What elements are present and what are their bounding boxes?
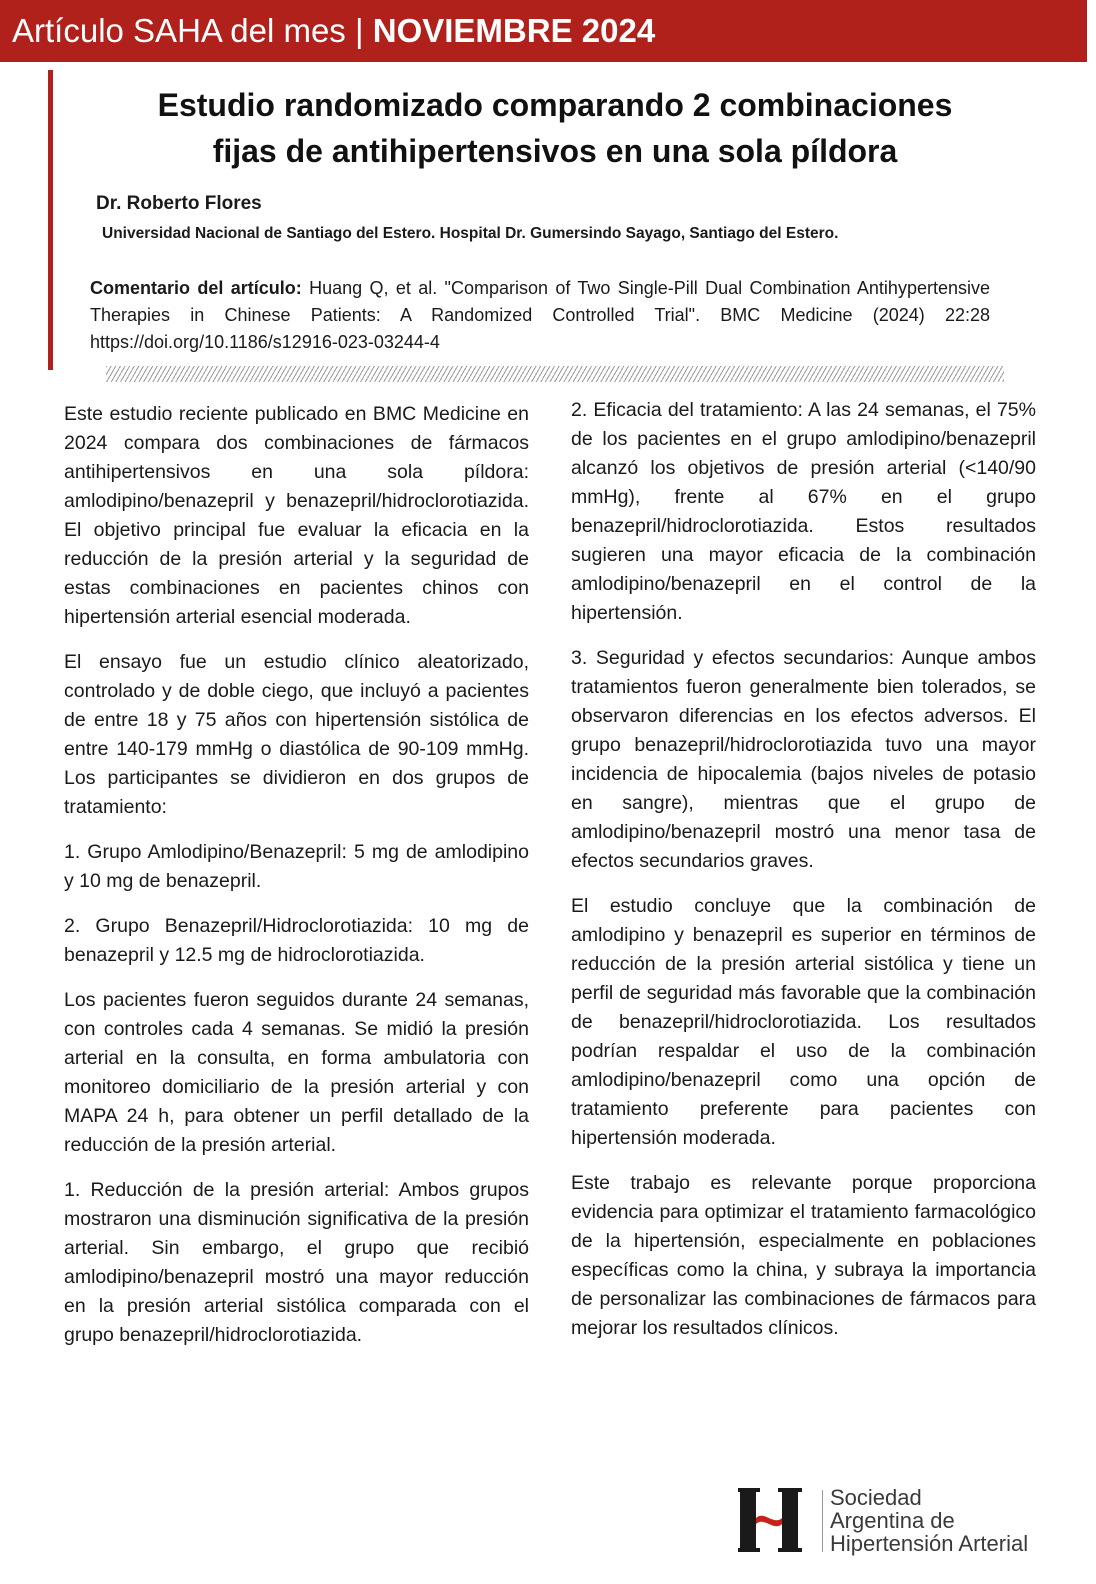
header-banner xyxy=(0,0,1087,62)
logo-line-1: Sociedad xyxy=(830,1485,922,1510)
paragraph: Los pacientes fueron seguidos durante 24 semanas, con controles cada 4 semanas. Se midió la presión arterial en la consulta, en forma ambulatoria con monitoreo domiciliario de la presión arterial y con MAPA 24 h, para obtener un perfil detallado de la reducción de la presión arterial. xyxy=(64,989,529,1156)
banner-prefix: Artículo SAHA del mes xyxy=(12,12,346,49)
paragraph: 2. Grupo Benazepril/Hidroclorotiazida: 10 mg de benazepril y 12.5 mg de hidroclorotiazida. xyxy=(64,915,529,966)
paragraph: El ensayo fue un estudio clínico aleatorizado, controlado y de doble ciego, que incluyó a pacientes de entre 18 y 75 años con hipertensión sistólica de entre 140-179 mmHg o diastólica de 90-109 mmHg. Los participantes se dividieron en dos grupos de tratamiento: xyxy=(64,651,529,818)
author-name: Dr. Roberto Flores xyxy=(96,193,262,214)
logo-divider xyxy=(822,1490,823,1552)
logo-wordmark xyxy=(830,1486,1028,1555)
paragraph: Este estudio reciente publicado en BMC Medicine en 2024 compara dos combinaciones de fármacos antihipertensivos en una sola píldora: amlodipino/benazepril y benazepril/hidroclorotiazida. El objetivo principal fue evaluar la eficacia en la reducción de la presión arterial y la seguridad de estas combinaciones en pacientes chinos con hipertensión arterial esencial moderada. xyxy=(64,403,529,628)
reference-label: Comentario del artículo: xyxy=(90,278,302,298)
paragraph: 2. Eficacia del tratamiento: A las 24 semanas, el 75% de los pacientes en el grupo amlodipino/benazepril alcanzó los objetivos de presión arterial (<140/90 mmHg), frente al 67% en el grupo benazepril/hidroclorotiazida. Estos resultados sugieren una mayor eficacia de la combinación amlodipino/benazepril en el control de la hipertensión. xyxy=(571,399,1036,624)
logo-line-2: Argentina de xyxy=(830,1508,955,1533)
paragraph: 3. Seguridad y efectos secundarios: Aunque ambos tratamientos fueron generalmente bien tolerados, se observaron diferencias en los efectos adversos. El grupo benazepril/hidroclorotiazida tuvo una mayor incidencia de hipocalemia (bajos niveles de potasio en sangre), mientras que el grupo de amlodipino/benazepril mostró una menor tasa de efectos secundarios graves. xyxy=(571,647,1036,872)
article-title xyxy=(60,82,1050,174)
right-column xyxy=(571,396,1036,1359)
article-reference xyxy=(90,275,990,356)
paragraph: El estudio concluye que la combinación de amlodipino y benazepril es superior en términos de reducción de la presión arterial sistólica y tiene un perfil de seguridad más favorable que la combinación de benazepril/hidroclorotiazida. Los resultados podrían respaldar el uso de la combinación amlodipino/benazepril como una opción de tratamiento preferente para pacientes con hipertensión moderada. xyxy=(571,895,1036,1149)
reference-text: Huang Q, et al. "Comparison of Two Single-Pill Dual Combination Antihypertensive Therapies in Chinese Patients: A Randomized Controlled Trial". BMC Medicine (2024) 22:28 https://doi.org/10.1186/s12916-023-03244-4 xyxy=(90,278,990,352)
banner-month: NOVIEMBRE 2024 xyxy=(372,12,656,49)
title-line-1: Estudio randomizado comparando 2 combinaciones xyxy=(157,87,953,123)
paragraph: Este trabajo es relevante porque proporciona evidencia para optimizar el tratamiento farmacológico de la hipertensión, especialmente en poblaciones específicas como la china, y subraya la importancia de personalizar las combinaciones de fármacos para mejorar los resultados clínicos. xyxy=(571,1172,1036,1339)
logo-line-3: Hipertensión Arterial xyxy=(830,1531,1029,1556)
saha-logo-icon xyxy=(738,1484,818,1556)
banner-separator: | xyxy=(345,12,373,49)
paragraph: 1. Reducción de la presión arterial: Ambos grupos mostraron una disminución significativa de la presión arterial. Sin embargo, el grupo que recibió amlodipino/benazepril mostró una mayor reducción en la presión arterial sistólica comparada con el grupo benazepril/hidroclorotiazida. xyxy=(64,1179,529,1346)
title-line-2: fijas de antihipertensivos en una sola píldora xyxy=(212,133,898,169)
hatched-divider xyxy=(106,366,1004,382)
paragraph: 1. Grupo Amlodipino/Benazepril: 5 mg de amlodipino y 10 mg de benazepril. xyxy=(64,841,529,892)
accent-rule xyxy=(48,70,53,370)
author-affiliation: Universidad Nacional de Santiago del Estero. Hospital Dr. Gumersindo Sayago, Santiago del Estero. xyxy=(102,225,839,242)
left-column xyxy=(64,400,529,1366)
